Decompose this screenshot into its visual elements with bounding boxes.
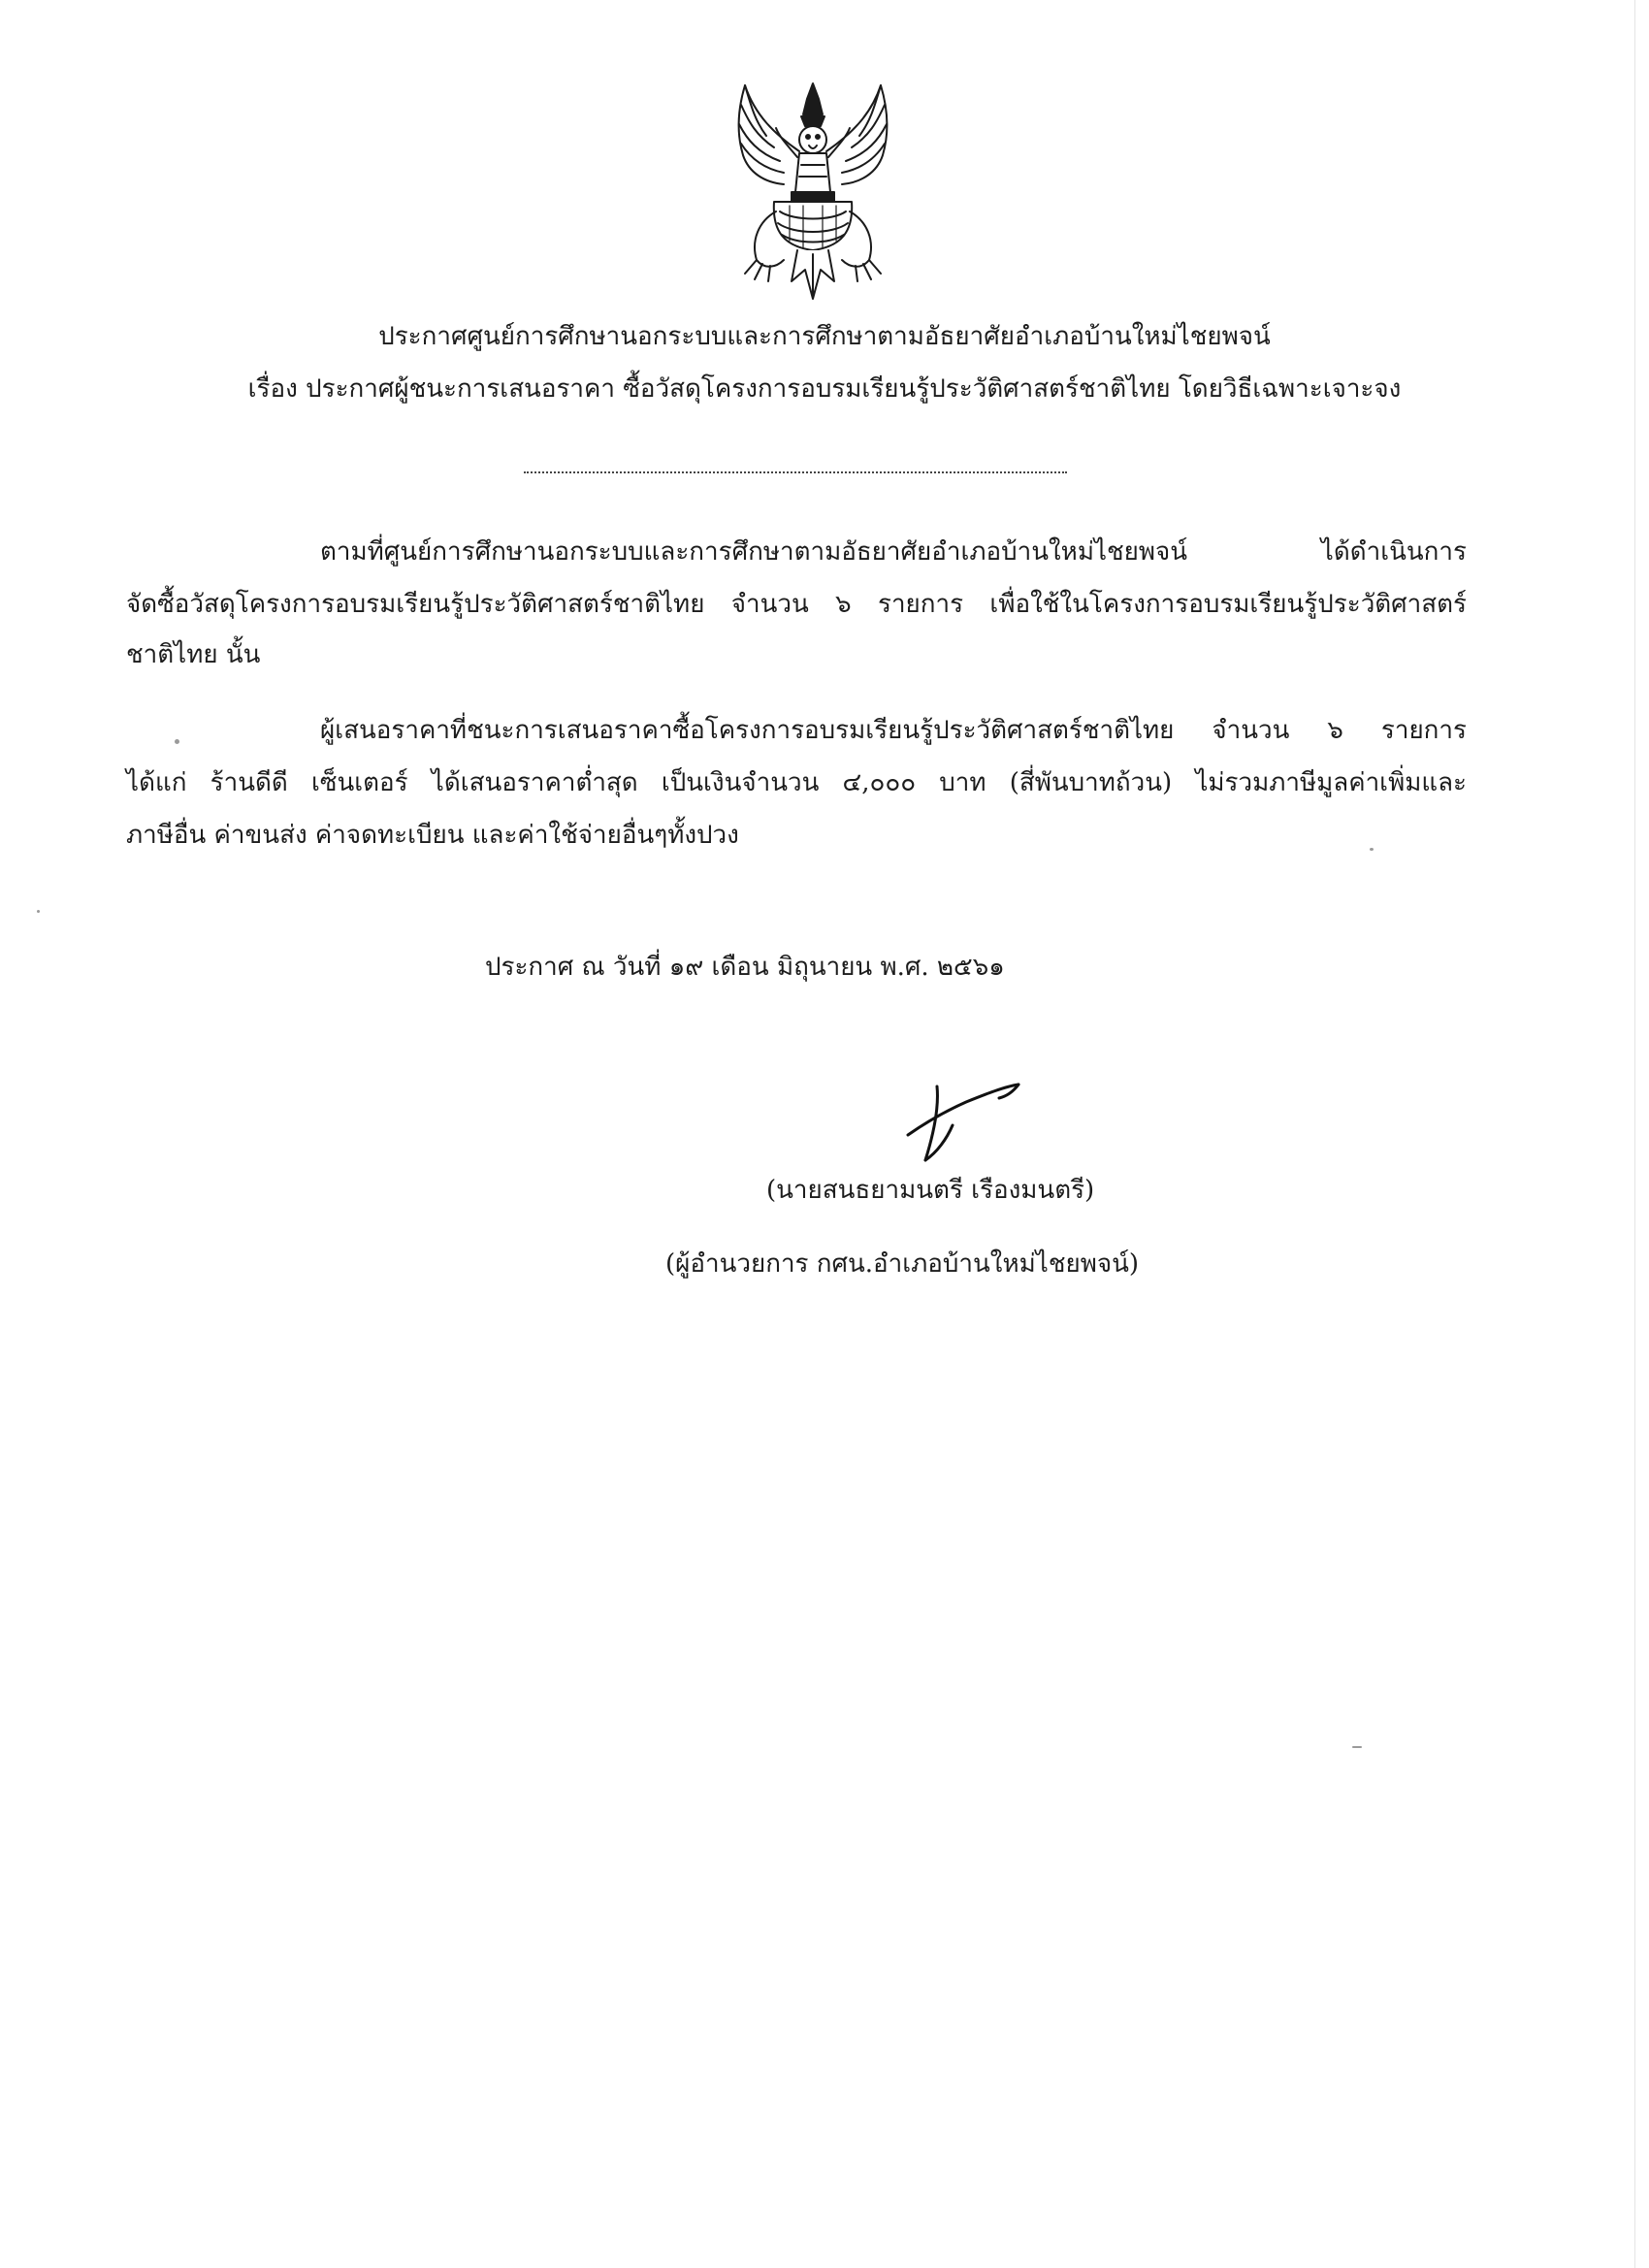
scan-speck [175,739,179,744]
scan-speck [1352,1746,1362,1748]
separator-dotted-line [524,471,1067,473]
signatory-position: (ผู้อำนวยการ กศน.อำเภอบ้านใหม่ไชยพจน์) [665,1249,1140,1279]
announcement-subject: เรื่อง ประกาศผู้ชนะการเสนอราคา ซื้อวัสดุโครงการอบรมเรียนรู้ประวัติศาสตร์ชาติไทย โดยวิธีเฉพาะเจาะจง [247,374,1402,404]
announcement-date: ประกาศ ณ วันที่ ๑๙ เดือน มิถุนายน พ.ศ. ๒๕๖๑ [485,953,1005,982]
signatory-name: (นายสนธยามนตรี เรืองมนตรี) [766,1176,1095,1205]
scan-speck [1370,848,1374,851]
announcement-title: ประกาศศูนย์การศึกษานอกระบบและการศึกษาตามอัธยาศัยอำเภอบ้านใหม่ไชยพจน์ [378,322,1271,351]
paragraph-2-line-2: ได้แก่ ร้านดีดี เซ็นเตอร์ ได้เสนอราคาต่ำสุด เป็นเงินจำนวน ๔,๐๐๐ บาท (สี่พันบาทถ้วน) ไม่รวมภาษีมูลค่าเพิ่มและ [126,768,1467,797]
garuda-emblem-icon [716,76,910,308]
scan-speck [37,910,40,913]
handwritten-signature [898,1067,1034,1174]
paragraph-1-line-2: จัดซื้อวัสดุโครงการอบรมเรียนรู้ประวัติศาสตร์ชาติไทย จำนวน ๖ รายการ เพื่อใช้ในโครงการอบรมเรียนรู้ประวัติศาสตร์ [126,590,1467,619]
paragraph-1-line-3: ชาติไทย นั้น [126,640,261,669]
paragraph-2-line-3: ภาษีอื่น ค่าขนส่ง ค่าจดทะเบียน และค่าใช้จ่ายอื่นๆทั้งปวง [126,821,739,850]
paragraph-2-line-1: ผู้เสนอราคาที่ชนะการเสนอราคาซื้อโครงการอบรมเรียนรู้ประวัติศาสตร์ชาติไทย จำนวน ๖ รายการ [320,716,1467,745]
paragraph-1-line-1: ตามที่ศูนย์การศึกษานอกระบบและการศึกษาตามอัธยาศัยอำเภอบ้านใหม่ไชยพจน์ ได้ดำเนินการ [320,537,1467,567]
